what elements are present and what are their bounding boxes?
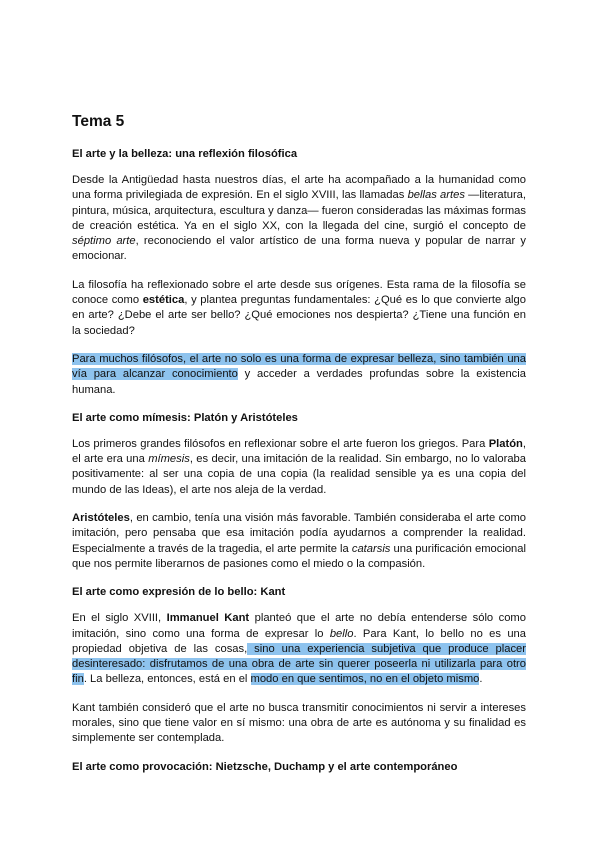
text-run: Desde la Antigüedad hasta nuestros días, el arte ha acompañado a la humanidad como una forma privilegiada de expresión. En el siglo XVIII, las llamadas [72, 174, 526, 202]
text-run: , en cambio, tenía una visión más favorable. También consideraba el arte como imitación, pero pensaba que esa imitación podía ayudarnos a comprender la realidad. Especialmente a través de la tragedia, el arte permite la [72, 512, 526, 555]
text-bold: estética [142, 294, 185, 307]
section-heading-4: El arte como provocación: Nietzsche, Duchamp y el arte contemporáneo [72, 760, 458, 773]
text-bold: Aristóteles [72, 512, 130, 525]
text-run: . [479, 673, 483, 686]
text-italic: bello [329, 627, 354, 640]
page-title: Tema 5 [72, 113, 125, 130]
text-run: La filosofía ha reflexionado sobre el arte desde sus orígenes. Esta rama de la filosofía se conoce como [72, 278, 526, 307]
text-italic: séptimo arte [72, 235, 136, 248]
paragraph-kant-autonomia: Kant también consideró que el arte no busca transmitir conocimientos ni servir a intereses morales, sino que tiene valor en sí mismo: una obra de arte es autónoma y su finalidad es simplemente ser contemplada. [72, 701, 526, 745]
text-bold: Immanuel Kant [166, 612, 250, 625]
text-run: y acceder a verdades profundas sobre la existencia humana. [72, 368, 526, 396]
text-italic: mímesis [148, 453, 190, 466]
section-heading-3: El arte como expresión de lo bello: Kant [72, 586, 286, 599]
section-heading-1: El arte y la belleza: una reflexión filosófica [72, 148, 298, 160]
text-run: En el siglo XVIII, [72, 612, 167, 625]
text-italic: catarsis [351, 542, 391, 555]
text-run: Los primeros grandes filósofos en reflexionar sobre el arte fueron los griegos. Para [72, 437, 489, 450]
section-heading-2: El arte como mímesis: Platón y Aristóteles [72, 411, 298, 424]
paragraph-conocimiento [72, 352, 526, 398]
highlighted-text: modo en que sentimos, no en el objeto mismo [250, 673, 480, 686]
paragraph-aristoteles [72, 511, 526, 572]
text-italic: bellas artes [407, 189, 465, 202]
highlighted-text: sino una experiencia subjetiva que produce placer desinteresado: disfrutamos de una obra de arte sin querer poseerla ni utilizarla para otro fin [72, 642, 526, 686]
paragraph-platon [72, 437, 526, 498]
text-bold: Platón [488, 437, 523, 450]
text-run: una purificación emocional que nos permite liberarnos de pasiones como el miedo o la compasión. [72, 542, 526, 570]
paragraph-intro [72, 173, 526, 265]
highlighted-text: Para muchos filósofos, el arte no solo es una forma de expresar belleza, sino también una vía para alcanzar conocimiento [72, 352, 526, 381]
text-run: , reconociendo el valor artístico de una forma nueva y popular de narrar y emocionar. [72, 235, 527, 263]
text-run: planteó que el arte no debía entenderse sólo como imitación, sino como una forma de expresar lo [72, 612, 526, 640]
text-run: , el arte era una [72, 437, 526, 466]
text-run: , es decir, una imitación de la realidad. Sin embargo, no lo valoraba positivamente: al ser una copia de una copia (la realidad sensible ya es una copia del mundo de las Ideas), el arte nos aleja de la verdad. [72, 453, 526, 496]
paragraph-kant [72, 611, 526, 687]
document-body [72, 112, 526, 786]
text-run: . Para Kant, lo bello no es una propiedad objetiva de las cosas, [72, 627, 526, 655]
text-run: , y plantea preguntas fundamentales: ¿Qué es lo que convierte algo en arte? ¿Debe el arte ser bello? ¿Qué emociones nos despierta? ¿Tiene una función en la sociedad? [72, 294, 526, 337]
text-run: . La belleza, entonces, está en el [83, 673, 251, 686]
text-run: —literatura, pintura, música, arquitectura, escultura y danza— fueron consideradas las máximas formas de creación estética. Ya en el siglo XX, con la llegada del cine, surgió el concepto de [72, 189, 526, 232]
paragraph-estetica [72, 278, 526, 339]
